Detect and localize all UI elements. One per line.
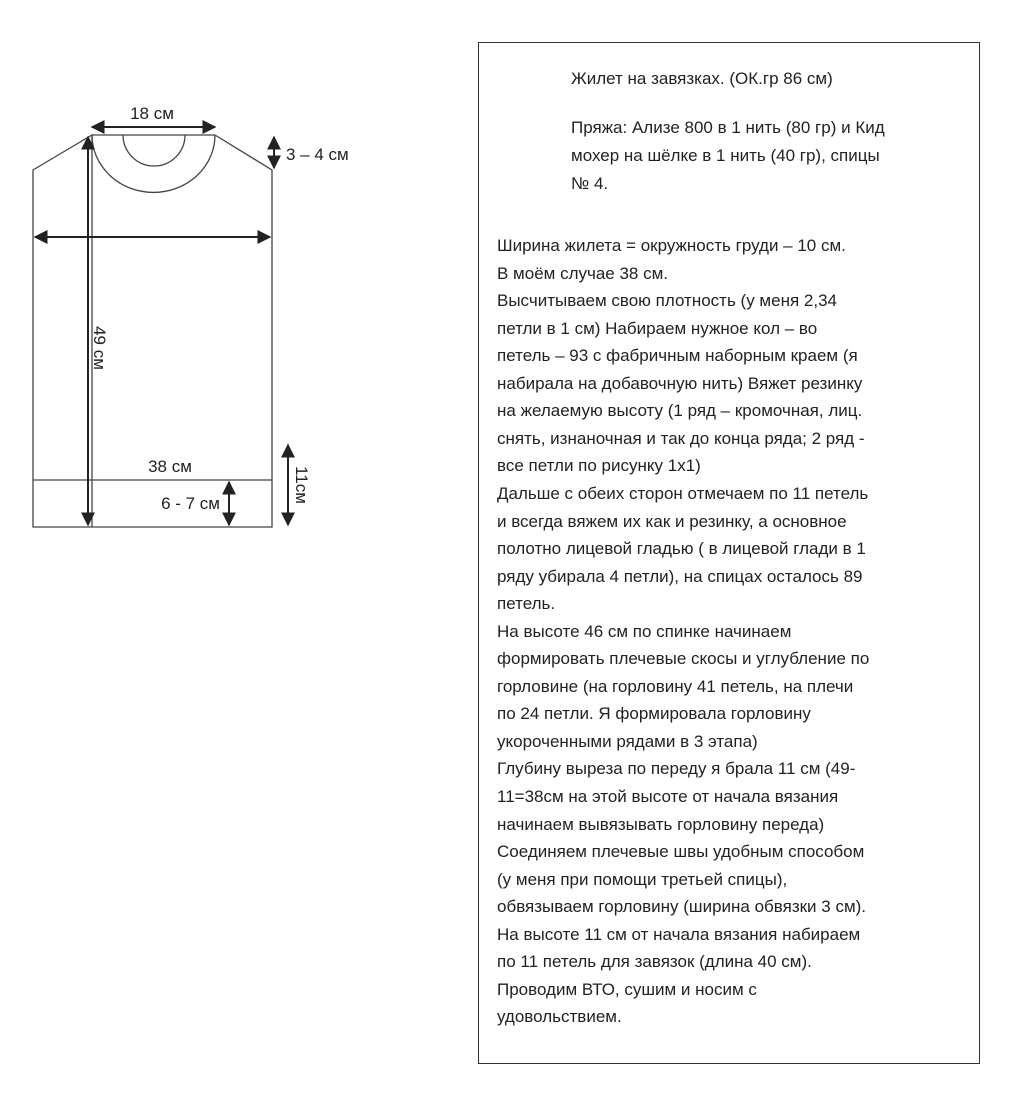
instruction-line: На высоте 46 см по спинке начинаем [497, 621, 792, 641]
hem-width-label: 38 см [148, 457, 192, 476]
instruction-line: 11=38см на этой высоте от начала вязания [497, 787, 839, 806]
instruction-line: на желаемую высоту (1 ряд – кромочная, лиц. [497, 401, 863, 421]
neck-width-label: 18 см [130, 104, 174, 123]
pattern-title: Жилет на завязках. (ОК.гр 86 см) [571, 69, 833, 88]
instruction-line: снять, изнаночная и так до конца ряда; 2 ряд - [497, 428, 865, 448]
instruction-line: обвязываем горловину (ширина обвязки 3 см). [497, 897, 867, 917]
vest-schematic [0, 0, 470, 560]
instruction-line: удовольствием. [497, 1007, 622, 1027]
instruction-line: формировать плечевые скосы и углубление по [497, 649, 870, 669]
instruction-line: ряду убирала 4 петли), на спицах осталось 89 [497, 566, 863, 586]
instruction-line: все петли по рисунку 1х1) [497, 456, 701, 476]
pattern-description-box [478, 42, 980, 1064]
yarn-line: мохер на шёлке в 1 нить (40 гр), спицы [571, 146, 880, 165]
instruction-line: Глубину выреза по переду я брала 11 см (49- [497, 759, 856, 779]
instruction-line: горловине (на горловину 41 петель, на плечи [497, 676, 854, 696]
instruction-line: начинаем вывязывать горловину переда) [497, 814, 825, 834]
instruction-line: полотно лицевой гладью ( в лицевой глади в 1 [497, 539, 866, 559]
instruction-line: петель – 93 с фабричным наборным краем (я [497, 346, 858, 366]
instruction-line: На высоте 11 см от начала вязания набираем [497, 924, 861, 944]
instruction-line: Высчитываем свою плотность (у меня 2,34 [497, 291, 837, 311]
instruction-line: В моём случае 38 см. [497, 263, 669, 283]
length-label: 49 см [90, 326, 109, 370]
instruction-line: Проводим ВТО, сушим и носим с [497, 979, 757, 999]
instruction-line: петель. [497, 594, 556, 614]
instruction-line: и всегда вяжем их как и резинку, а основное [497, 511, 847, 531]
instruction-line: Соединяем плечевые швы удобным способом [497, 842, 865, 862]
yarn-line: Пряжа: Ализе 800 в 1 нить (80 гр) и Кид [571, 118, 885, 137]
instruction-line: Дальше с обеих сторон отмечаем по 11 петель [497, 483, 869, 503]
instruction-line: укороченными рядами в 3 этапа) [497, 731, 758, 751]
yarn-line: № 4. [571, 174, 609, 193]
shoulder-drop-label: 3 – 4 см [286, 145, 349, 164]
instruction-line: Ширина жилета = окружность груди – 10 см. [497, 236, 846, 255]
tie-height-label: 11см [292, 466, 311, 504]
instruction-line: (у меня при помощи третьей спицы), [497, 869, 788, 889]
instruction-line: по 24 петли. Я формировала горловину [497, 704, 811, 724]
instruction-line: петли в 1 см) Набираем нужное кол – во [497, 318, 818, 338]
instruction-line: набирала на добавочную нить) Вяжет резинку [497, 373, 863, 393]
ribbing-height-label: 6 - 7 см [161, 494, 220, 513]
instruction-line: по 11 петель для завязок (длина 40 см). [497, 952, 812, 972]
